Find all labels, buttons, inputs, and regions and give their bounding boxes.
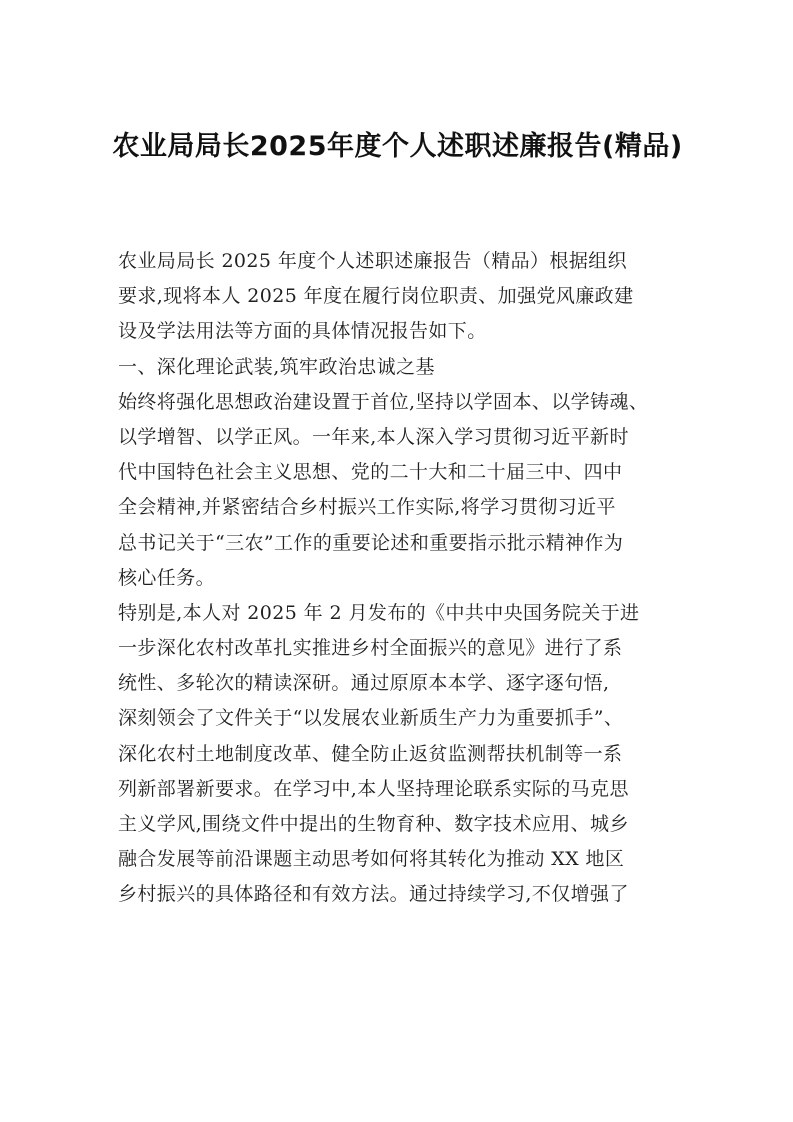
body-line: 乡村振兴的具体路径和有效方法。通过持续学习,不仅增强了 xyxy=(118,883,629,906)
body-line: 一步深化农村改革扎实推进乡村全面振兴的意见》进行了系 xyxy=(118,637,623,660)
body-line: 融合发展等前沿课题主动思考如何将其转化为推动 XX 地区 xyxy=(118,848,625,871)
body-line: 统性、多轮次的精读深研。通过原原本本学、逐字逐句悟, xyxy=(118,672,610,695)
body-line: 深刻领会了文件关于“以发展农业新质生产力为重要抓手”、 xyxy=(118,707,624,730)
body-line: 总书记关于“三农”工作的重要论述和重要指示批示精神作为 xyxy=(118,531,624,554)
body-line: 设及学法用法等方面的具体情况报告如下。 xyxy=(118,320,487,343)
body-line: 主义学风,围绕文件中提出的生物育种、数字技术应用、城乡 xyxy=(118,813,629,835)
section-heading: 一、深化理论武装,筑牢政治忠诚之基 xyxy=(118,355,435,378)
body-line: 特别是,本人对 2025 年 2 月发布的《中共中央国务院关于进 xyxy=(118,601,640,624)
body-line: 核心任务。 xyxy=(118,566,216,589)
body-line: 代中国特色社会主义思想、党的二十大和二十届三中、四中 xyxy=(118,461,623,484)
body-line: 农业局局长 2025 年度个人述职述廉报告（精品）根据组织 xyxy=(118,250,628,272)
body-line: 全会精神,并紧密结合乡村振兴工作实际,将学习贯彻习近平 xyxy=(118,496,616,519)
body-line: 列新部署新要求。在学习中,本人坚持理论联系实际的马克思 xyxy=(118,777,629,800)
document-title: 农业局局长2025年度个人述职述廉报告(精品) xyxy=(112,131,683,162)
body-line: 以学增智、以学正风。一年来,本人深入学习贯彻习近平新时 xyxy=(118,425,629,448)
body-line: 深化农村土地制度改革、健全防止返贫监测帮扶机制等一系 xyxy=(118,742,623,765)
body-line: 始终将强化思想政治建设置于首位,坚持以学固本、以学铸魂、 xyxy=(118,390,649,413)
body-line: 要求,现将本人 2025 年度在履行岗位职责、加强党风廉政建 xyxy=(118,285,634,308)
document-body xyxy=(118,244,684,913)
